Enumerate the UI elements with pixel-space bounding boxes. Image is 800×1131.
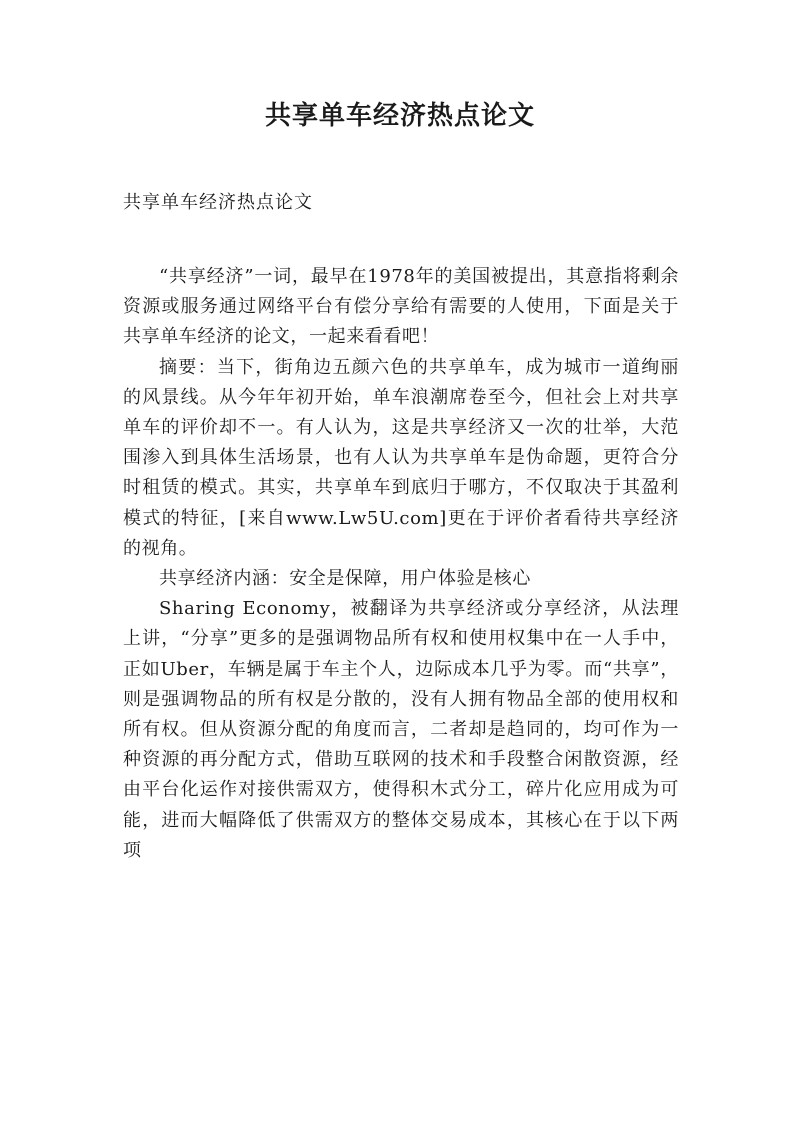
paragraph-intro: “共享经济”一词，最早在1978年的美国被提出，其意指将剩余资源或服务通过网络平台有偿分享给有需要的人使用，下面是关于共享单车经济的论文，一起来看看吧！ (123, 266, 679, 348)
document-subtitle: 共享单车经济热点论文 (123, 192, 313, 213)
paragraph-abstract: 摘要：当下，街角边五颜六色的共享单车，成为城市一道绚丽的风景线。从今年年初开始，单车浪潮席卷至今，但社会上对共享单车的评价却不一。有人认为，这是共享经济又一次的壮举，大范围渗入到具体生活场景，也有人认为共享单车是伪命题，更符合分时租赁的模式。其实，共享单车到底归于哪方，不仅取决于其盈利模式的特征，[来自www.Lw5U.com]更在于评价者看待共享经济的视角。 (123, 356, 679, 559)
paragraph-sharing-economy: Sharing Economy，被翻译为共享经济或分享经济，从法理上讲，“分享”更多的是强调物品所有权和使用权集中在一人手中，正如Uber，车辆是属于车主个人，边际成本几乎为零。而“共享”，则是强调物品的所有权是分散的，没有人拥有物品全部的使用权和所有权。但从资源分配的角度而言，二者却是趋同的，均可作为一种资源的再分配方式，借助互联网的技术和手段整合闲散资源，经由平台化运作对接供需双方，使得积木式分工，碎片化应用成为可能，进而大幅降低了供需双方的整体交易成本，其核心在于以下两项 (123, 598, 679, 861)
paragraph-section-heading: 共享经济内涵：安全是保障，用户体验是核心 (159, 568, 531, 590)
document-body (123, 262, 679, 866)
document-title: 共享单车经济热点论文 (264, 101, 535, 131)
